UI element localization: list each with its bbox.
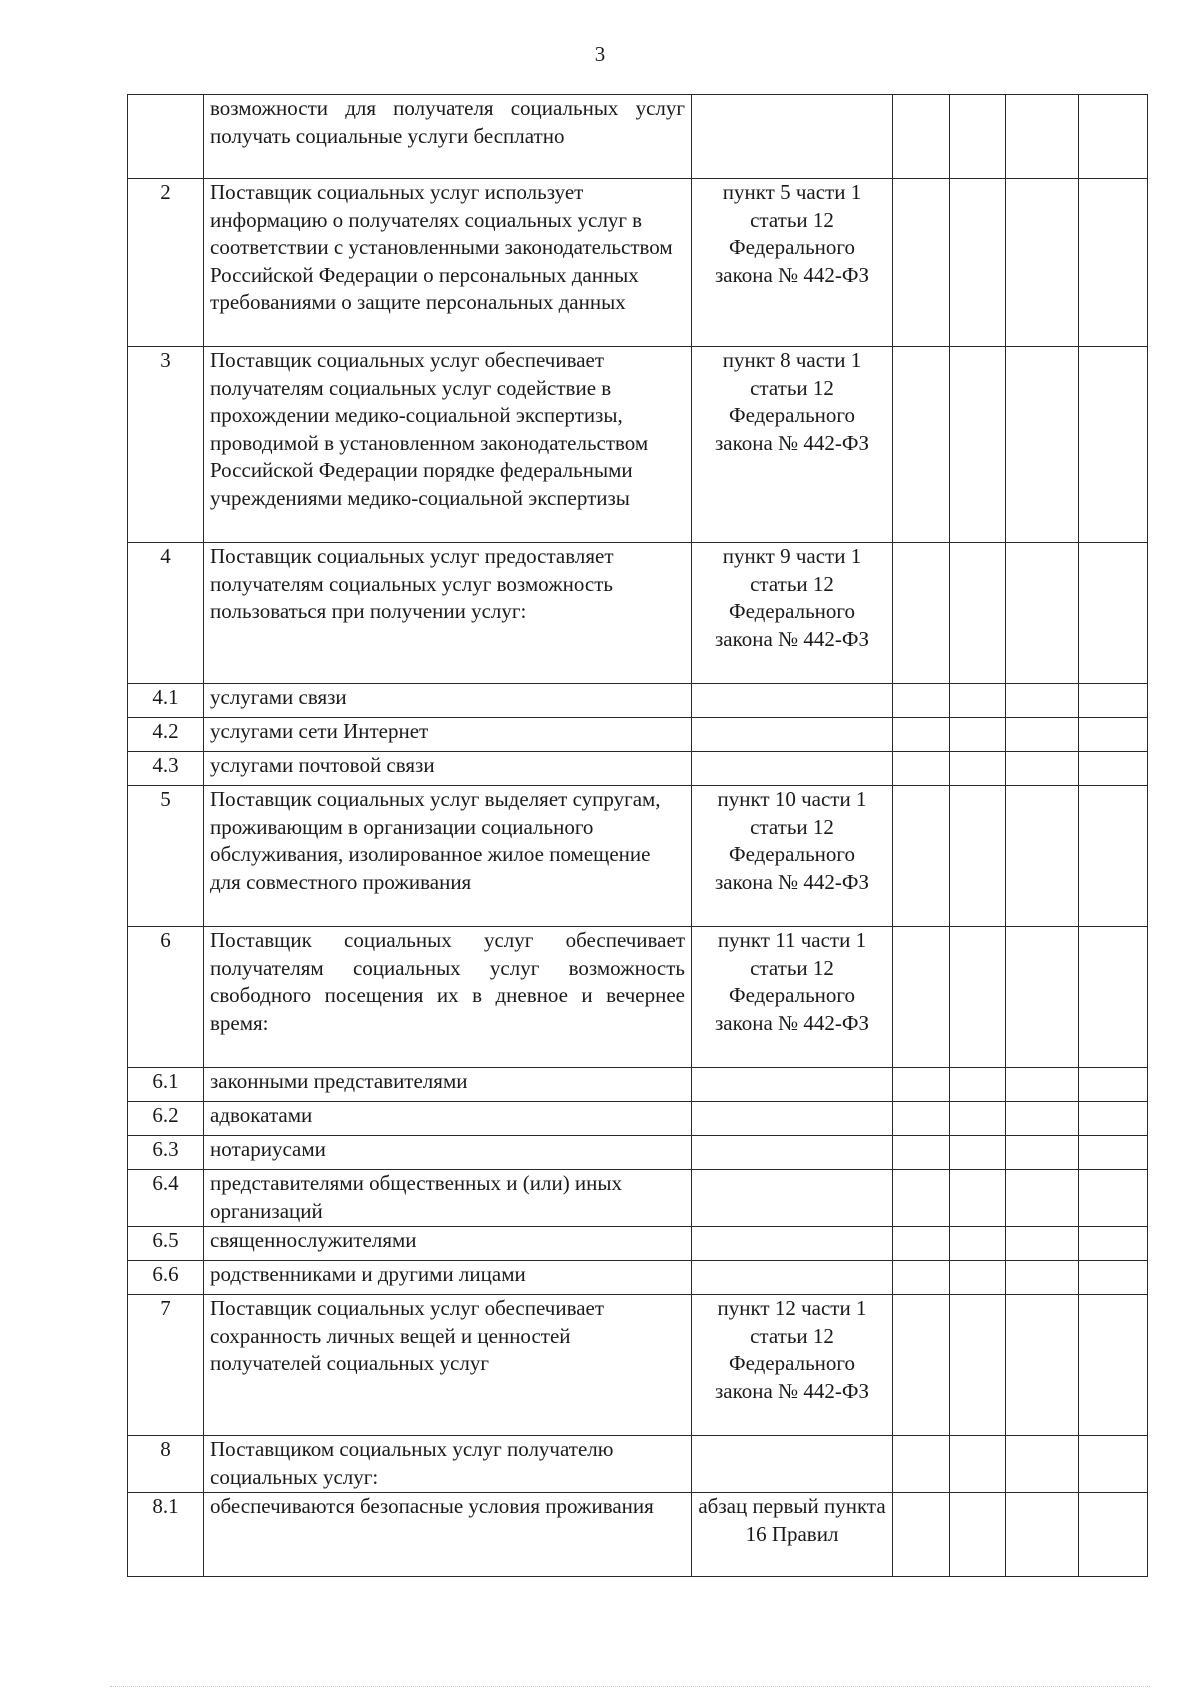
requirement-cell: законными представителями <box>204 1068 692 1102</box>
answer-cell <box>1079 1493 1148 1577</box>
requirement-cell: священнослужителями <box>204 1227 692 1261</box>
requirement-cell: Поставщик социальных услуг предоставляет получателям социальных услуг возможность пользоваться при получении услуг: <box>204 543 692 684</box>
answer-cell <box>893 543 950 684</box>
answer-cell <box>1079 684 1148 718</box>
table-row <box>128 1102 1148 1136</box>
row-number-cell: 6.6 <box>128 1261 204 1295</box>
answer-cell <box>893 1170 950 1227</box>
answer-cell <box>1006 1136 1079 1170</box>
requirement-cell: Поставщик социальных услуг обеспечивает сохранность личных вещей и ценностей получателей социальных услуг <box>204 1295 692 1436</box>
legal-reference-cell: пункт 11 части 1 статьи 12 Федерального закона № 442-ФЗ <box>692 927 893 1068</box>
row-number-cell: 5 <box>128 786 204 927</box>
answer-cell <box>893 684 950 718</box>
answer-cell <box>1006 1102 1079 1136</box>
answer-cell <box>893 1227 950 1261</box>
table-row <box>128 543 1148 684</box>
answer-cell <box>1079 179 1148 347</box>
answer-cell <box>1006 786 1079 927</box>
table-row <box>128 1068 1148 1102</box>
answer-cell <box>1079 786 1148 927</box>
table-row <box>128 95 1148 179</box>
answer-cell <box>1079 1227 1148 1261</box>
answer-cell <box>1079 1436 1148 1493</box>
answer-cell <box>950 1295 1006 1436</box>
answer-cell <box>1006 1170 1079 1227</box>
answer-cell <box>893 752 950 786</box>
answer-cell <box>1079 1102 1148 1136</box>
answer-cell <box>1006 718 1079 752</box>
answer-cell <box>950 718 1006 752</box>
requirement-cell: адвокатами <box>204 1102 692 1136</box>
answer-cell <box>950 1493 1006 1577</box>
answer-cell <box>1006 543 1079 684</box>
answer-cell <box>1006 752 1079 786</box>
answer-cell <box>1006 684 1079 718</box>
table-row <box>128 1295 1148 1436</box>
legal-reference-cell <box>692 1227 893 1261</box>
legal-reference-cell <box>692 1068 893 1102</box>
row-number-cell: 4.1 <box>128 684 204 718</box>
row-number-cell <box>128 95 204 179</box>
page-number: 3 <box>594 42 606 66</box>
requirements-table <box>127 94 1148 1577</box>
row-number-cell: 3 <box>128 347 204 543</box>
requirement-cell: нотариусами <box>204 1136 692 1170</box>
answer-cell <box>950 347 1006 543</box>
answer-cell <box>950 927 1006 1068</box>
answer-cell <box>950 786 1006 927</box>
answer-cell <box>893 95 950 179</box>
table-row <box>128 1261 1148 1295</box>
legal-reference-cell: пункт 10 части 1 статьи 12 Федерального закона № 442-ФЗ <box>692 786 893 927</box>
legal-reference-cell <box>692 1102 893 1136</box>
row-number-cell: 2 <box>128 179 204 347</box>
requirement-cell: Поставщик социальных услуг выделяет супругам, проживающим в организации социального обслуживания, изолированное жилое помещение для совместного проживания <box>204 786 692 927</box>
legal-reference-cell: пункт 12 части 1 статьи 12 Федерального закона № 442-ФЗ <box>692 1295 893 1436</box>
requirement-cell: услугами сети Интернет <box>204 718 692 752</box>
row-number-cell: 7 <box>128 1295 204 1436</box>
answer-cell <box>1006 927 1079 1068</box>
answer-cell <box>893 718 950 752</box>
answer-cell <box>1079 347 1148 543</box>
answer-cell <box>1079 543 1148 684</box>
answer-cell <box>950 1227 1006 1261</box>
answer-cell <box>893 927 950 1068</box>
table-row <box>128 752 1148 786</box>
row-number-cell: 6.2 <box>128 1102 204 1136</box>
answer-cell <box>1006 1261 1079 1295</box>
answer-cell <box>893 1068 950 1102</box>
row-number-cell: 6.3 <box>128 1136 204 1170</box>
requirement-cell: Поставщик социальных услуг использует информацию о получателях социальных услуг в соответствии с установленными законодательством Российской Федерации о персональных данных требованиями о защите персональных данных <box>204 179 692 347</box>
answer-cell <box>1006 95 1079 179</box>
answer-cell <box>950 1068 1006 1102</box>
answer-cell <box>1006 347 1079 543</box>
row-number-cell: 6.4 <box>128 1170 204 1227</box>
requirement-cell: обеспечиваются безопасные условия проживания <box>204 1493 692 1577</box>
row-number-cell: 8 <box>128 1436 204 1493</box>
legal-reference-cell <box>692 684 893 718</box>
answer-cell <box>1079 1295 1148 1436</box>
scan-edge-artifact <box>110 1686 1150 1689</box>
answer-cell <box>950 543 1006 684</box>
answer-cell <box>950 95 1006 179</box>
answer-cell <box>1006 179 1079 347</box>
table-row <box>128 1136 1148 1170</box>
legal-reference-cell <box>692 1170 893 1227</box>
answer-cell <box>893 786 950 927</box>
table-row <box>128 1227 1148 1261</box>
answer-cell <box>893 1436 950 1493</box>
legal-reference-cell: пункт 9 части 1 статьи 12 Федерального закона № 442-ФЗ <box>692 543 893 684</box>
answer-cell <box>1079 95 1148 179</box>
answer-cell <box>950 1436 1006 1493</box>
answer-cell <box>950 684 1006 718</box>
legal-reference-cell <box>692 1436 893 1493</box>
requirement-cell: представителями общественных и (или) иных организаций <box>204 1170 692 1227</box>
table-row <box>128 347 1148 543</box>
row-number-cell: 8.1 <box>128 1493 204 1577</box>
table-row <box>128 786 1148 927</box>
table-row <box>128 684 1148 718</box>
answer-cell <box>1079 1170 1148 1227</box>
legal-reference-cell: пункт 5 части 1 статьи 12 Федерального закона № 442-ФЗ <box>692 179 893 347</box>
answer-cell <box>1006 1068 1079 1102</box>
requirement-cell: Поставщиком социальных услуг получателю социальных услуг: <box>204 1436 692 1493</box>
answer-cell <box>1079 1261 1148 1295</box>
requirement-cell: возможности для получателя социальных услуг получать социальные услуги бесплатно <box>204 95 692 179</box>
answer-cell <box>950 1136 1006 1170</box>
legal-reference-cell <box>692 752 893 786</box>
answer-cell <box>1079 1136 1148 1170</box>
answer-cell <box>1006 1295 1079 1436</box>
legal-reference-cell: пункт 8 части 1 статьи 12 Федерального закона № 442-ФЗ <box>692 347 893 543</box>
answer-cell <box>893 1493 950 1577</box>
answer-cell <box>893 1102 950 1136</box>
requirement-cell: родственниками и другими лицами <box>204 1261 692 1295</box>
legal-reference-cell <box>692 1136 893 1170</box>
answer-cell <box>1006 1436 1079 1493</box>
table-row <box>128 927 1148 1068</box>
requirement-cell: Поставщик социальных услуг обеспечивает получателям социальных услуг содействие в прохождении медико-социальной экспертизы, проводимой в установленном законодательством Российской Федерации порядке федеральными учреждениями медико-социальной экспертизы <box>204 347 692 543</box>
answer-cell <box>893 1136 950 1170</box>
answer-cell <box>893 1261 950 1295</box>
answer-cell <box>893 179 950 347</box>
row-number-cell: 6 <box>128 927 204 1068</box>
answer-cell <box>1079 752 1148 786</box>
answer-cell <box>1079 1068 1148 1102</box>
answer-cell <box>950 1102 1006 1136</box>
requirement-cell: Поставщик социальных услуг обеспечивает получателям социальных услуг возможность свободного посещения их в дневное и вечернее время: <box>204 927 692 1068</box>
table-row <box>128 718 1148 752</box>
answer-cell <box>893 1295 950 1436</box>
answer-cell <box>950 179 1006 347</box>
answer-cell <box>950 1261 1006 1295</box>
requirement-cell: услугами связи <box>204 684 692 718</box>
answer-cell <box>893 347 950 543</box>
answer-cell <box>1079 927 1148 1068</box>
answer-cell <box>950 752 1006 786</box>
answer-cell <box>950 1170 1006 1227</box>
row-number-cell: 4.3 <box>128 752 204 786</box>
table-row <box>128 1170 1148 1227</box>
answer-cell <box>1006 1227 1079 1261</box>
row-number-cell: 4.2 <box>128 718 204 752</box>
answer-cell <box>1006 1493 1079 1577</box>
table-row <box>128 179 1148 347</box>
legal-reference-cell <box>692 718 893 752</box>
legal-reference-cell <box>692 1261 893 1295</box>
table-row <box>128 1493 1148 1577</box>
row-number-cell: 6.1 <box>128 1068 204 1102</box>
requirement-cell: услугами почтовой связи <box>204 752 692 786</box>
row-number-cell: 4 <box>128 543 204 684</box>
legal-reference-cell: абзац первый пункта 16 Правил <box>692 1493 893 1577</box>
answer-cell <box>1079 718 1148 752</box>
row-number-cell: 6.5 <box>128 1227 204 1261</box>
legal-reference-cell <box>692 95 893 179</box>
table-row <box>128 1436 1148 1493</box>
